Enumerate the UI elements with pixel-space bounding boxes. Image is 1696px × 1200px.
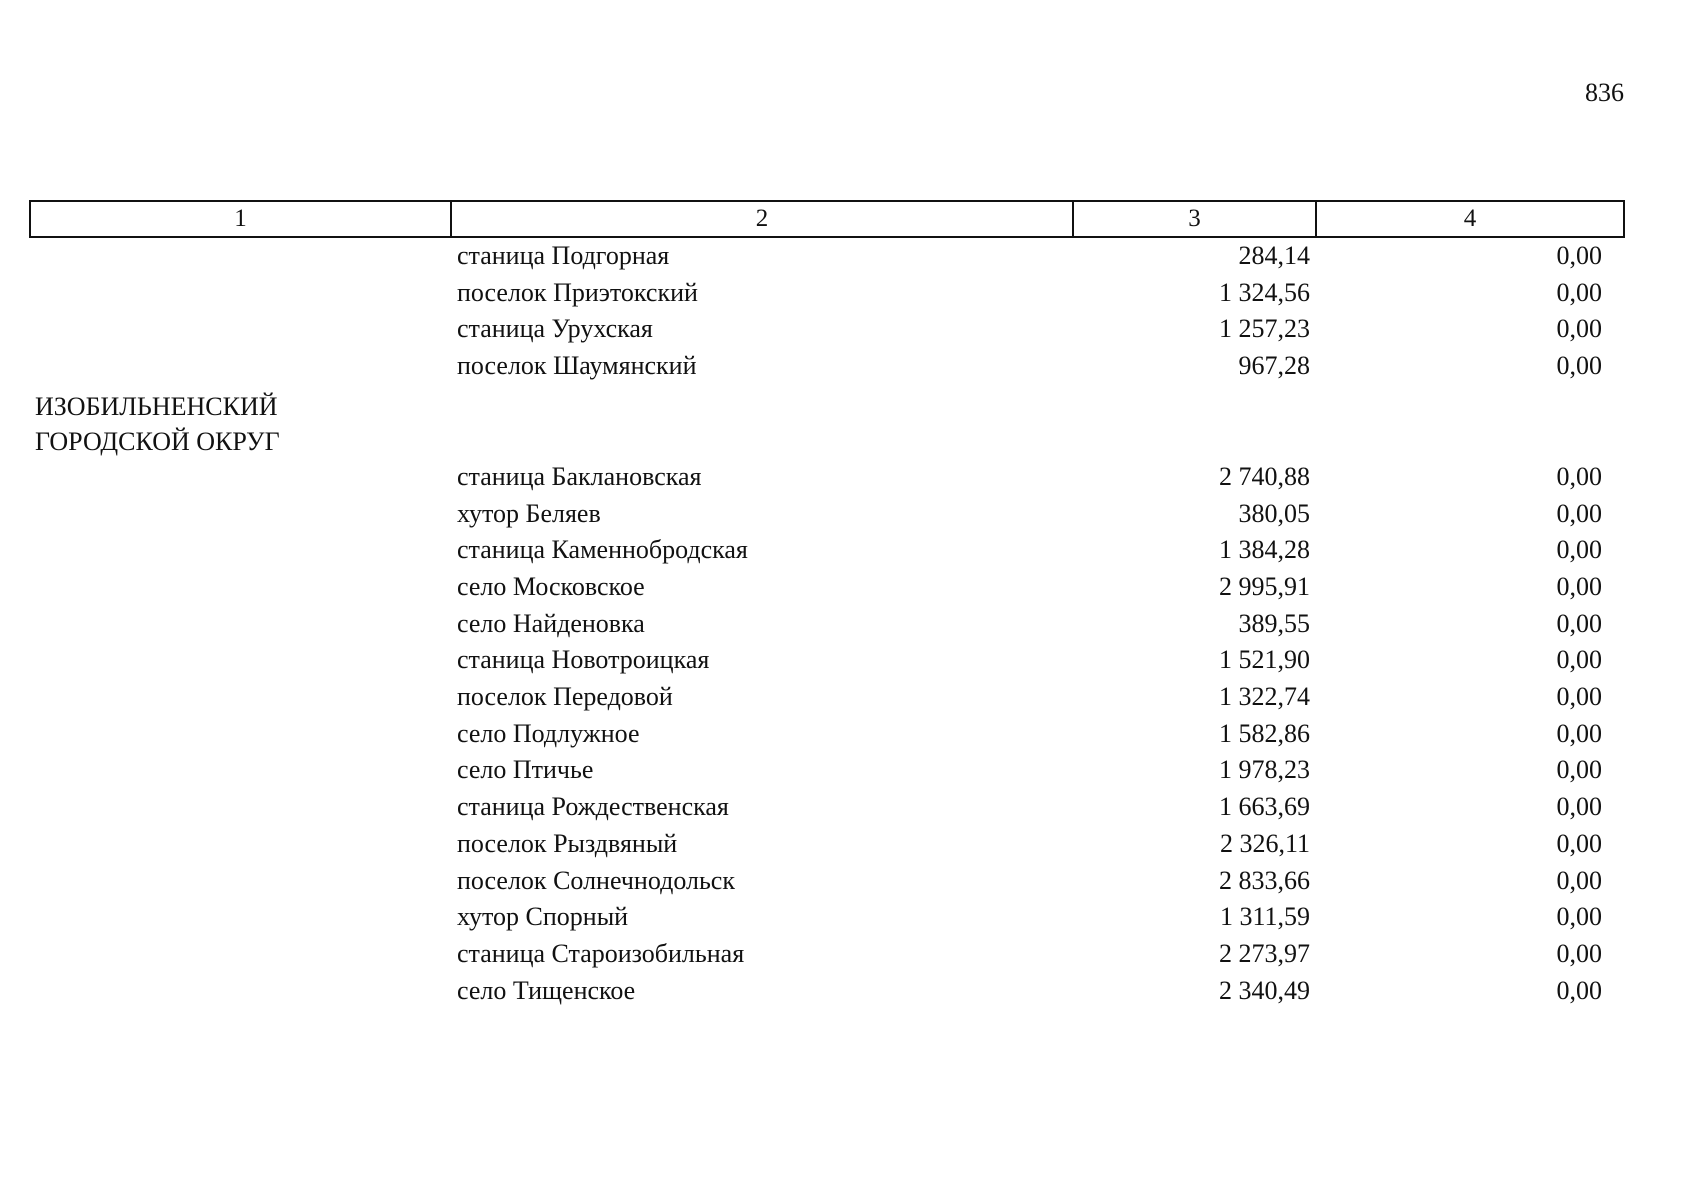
- value-column-4: 0,00: [1556, 314, 1602, 344]
- table-row: [30, 569, 1624, 606]
- district-name: [30, 385, 1073, 459]
- settlement-name: село Тищенское: [457, 975, 636, 1005]
- value-column-3: 1 978,23: [1219, 755, 1310, 785]
- settlement-name: село Московское: [457, 571, 645, 601]
- value-column-4: 0,00: [1556, 938, 1602, 968]
- value-column-4: 0,00: [1556, 755, 1602, 785]
- settlement-name: поселок Шаумянский: [457, 351, 697, 381]
- settlement-name: станица Урухская: [457, 314, 653, 344]
- value-column-4: 0,00: [1556, 682, 1602, 712]
- table-row: [30, 348, 1624, 385]
- settlement-name: станица Рождественская: [457, 792, 729, 822]
- value-column-3: 2 340,49: [1219, 975, 1310, 1005]
- value-column-3: 1 521,90: [1219, 645, 1310, 675]
- settlement-name: станица Новотроицкая: [457, 645, 710, 675]
- value-column-3: 2 833,66: [1219, 865, 1310, 895]
- value-column-3: 1 311,59: [1219, 902, 1310, 932]
- value-column-3: 2 326,11: [1219, 828, 1310, 858]
- settlement-name: поселок Приэтокский: [457, 277, 698, 307]
- value-column-4: 0,00: [1556, 461, 1602, 491]
- table-row: [30, 716, 1624, 753]
- table-row: [30, 899, 1624, 936]
- value-column-4: 0,00: [1556, 975, 1602, 1005]
- table-row: [30, 936, 1624, 973]
- settlement-name: село Подлужное: [457, 718, 640, 748]
- table-row: [30, 459, 1624, 496]
- page-number: 836: [1585, 78, 1624, 107]
- table-row: [30, 789, 1624, 826]
- district-name-line-2: ГОРОДСКОЙ ОКРУГ: [35, 426, 280, 456]
- value-column-4: 0,00: [1556, 277, 1602, 307]
- value-column-3: 1 384,28: [1219, 535, 1310, 565]
- district-row: [30, 385, 1624, 459]
- value-column-4: 0,00: [1556, 792, 1602, 822]
- value-column-3: 2 740,88: [1219, 461, 1310, 491]
- settlement-name: хутор Спорный: [457, 902, 629, 932]
- table-row: [30, 679, 1624, 716]
- table-row: [30, 863, 1624, 900]
- column-header-2: 2: [451, 201, 1073, 237]
- column-header-1: 1: [30, 201, 451, 237]
- table-row: [30, 826, 1624, 863]
- value-column-4: 0,00: [1556, 718, 1602, 748]
- value-column-4: 0,00: [1556, 645, 1602, 675]
- value-column-3: 380,05: [1238, 498, 1310, 528]
- value-column-4: 0,00: [1556, 498, 1602, 528]
- column-header-4: 4: [1316, 201, 1624, 237]
- data-table: [29, 200, 1625, 1009]
- table-header: [30, 201, 1624, 237]
- settlement-name: село Птичье: [457, 755, 594, 785]
- table-row: [30, 642, 1624, 679]
- value-column-4: 0,00: [1556, 571, 1602, 601]
- value-column-4: 0,00: [1556, 351, 1602, 381]
- value-column-4: 0,00: [1556, 241, 1602, 270]
- value-column-4: 0,00: [1556, 902, 1602, 932]
- value-column-3: 1 663,69: [1219, 792, 1310, 822]
- settlement-name: поселок Солнечнодольск: [457, 865, 735, 895]
- value-column-3: 2 995,91: [1219, 571, 1310, 601]
- settlement-name: станица Староизобильная: [457, 938, 745, 968]
- value-column-3: 1 257,23: [1219, 314, 1310, 344]
- table-row: [30, 606, 1624, 643]
- value-column-4: 0,00: [1556, 865, 1602, 895]
- table-row: [30, 532, 1624, 569]
- value-column-4: 0,00: [1556, 828, 1602, 858]
- settlement-name: поселок Передовой: [457, 682, 673, 712]
- table-row: [30, 275, 1624, 312]
- table-row: [30, 752, 1624, 789]
- settlement-name: хутор Беляев: [457, 498, 601, 528]
- value-column-3: 389,55: [1238, 608, 1310, 638]
- value-column-3: 284,14: [1238, 241, 1310, 270]
- district-name-line-1: ИЗОБИЛЬНЕНСКИЙ: [35, 391, 278, 421]
- table-row: [30, 237, 1624, 275]
- settlement-name: село Найденовка: [457, 608, 645, 638]
- value-column-3: 967,28: [1238, 351, 1310, 381]
- settlement-name: поселок Рыздвяный: [457, 828, 678, 858]
- value-column-3: 1 322,74: [1219, 682, 1310, 712]
- value-column-4: 0,00: [1556, 608, 1602, 638]
- settlement-name: станица Подгорная: [457, 241, 670, 270]
- value-column-3: 1 582,86: [1219, 718, 1310, 748]
- settlement-name: станица Баклановская: [457, 461, 702, 491]
- value-column-3: 1 324,56: [1219, 277, 1310, 307]
- value-column-3: 2 273,97: [1219, 938, 1310, 968]
- table-row: [30, 311, 1624, 348]
- settlement-name: станица Каменнобродская: [457, 535, 748, 565]
- column-header-3: 3: [1073, 201, 1316, 237]
- table-row: [30, 973, 1624, 1010]
- table-row: [30, 496, 1624, 533]
- value-column-4: 0,00: [1556, 535, 1602, 565]
